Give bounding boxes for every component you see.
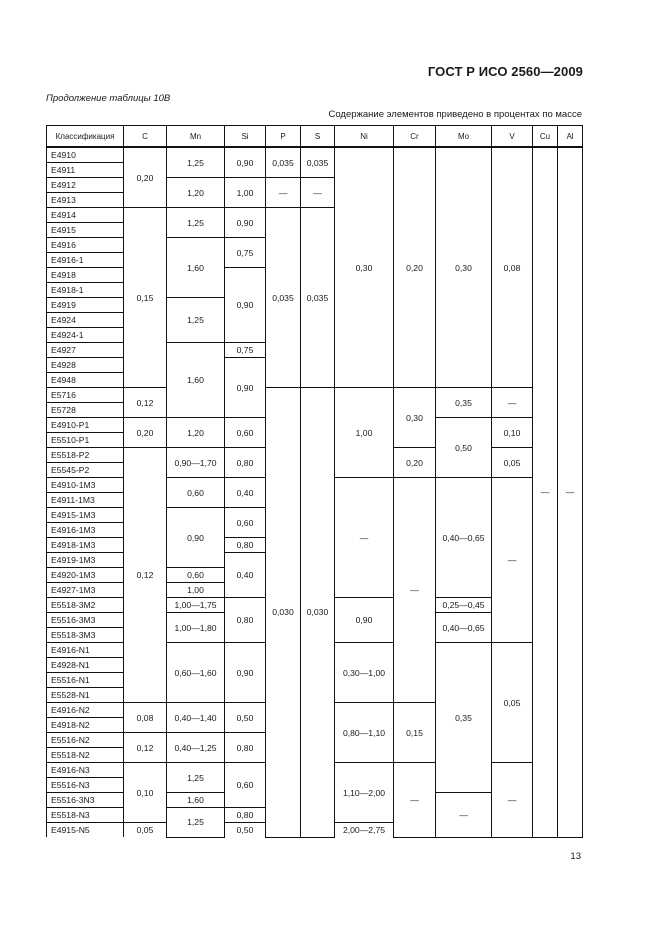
value-cell-p: —: [266, 178, 301, 208]
value-cell-cr: 0,15: [394, 703, 436, 763]
col-header-al: Al: [558, 126, 583, 148]
value-cell-v: 0,08: [492, 147, 533, 388]
value-cell-c: 0,12: [124, 448, 167, 703]
classification-cell: E5528-N1: [47, 688, 124, 703]
classification-cell: E4911-1M3: [47, 493, 124, 508]
value-cell-p: 0,030: [266, 388, 301, 838]
value-cell-si: 0,90: [225, 643, 266, 703]
classification-cell: E5716: [47, 388, 124, 403]
table-caption: Продолжение таблицы 10B: [46, 93, 171, 104]
value-cell-mn: 0,60—1,60: [167, 643, 225, 703]
value-cell-si: 0,90: [225, 268, 266, 343]
classification-cell: E4912: [47, 178, 124, 193]
value-cell-mn: 1,00—1,80: [167, 613, 225, 643]
value-cell-mn: 1,00: [167, 583, 225, 598]
value-cell-ni: 0,30—1,00: [335, 643, 394, 703]
value-cell-mn: 0,90—1,70: [167, 448, 225, 478]
classification-cell: E4918: [47, 268, 124, 283]
value-cell-v: —: [492, 478, 533, 643]
classification-cell: E4916-N3: [47, 763, 124, 778]
classification-cell: E5518-N3: [47, 808, 124, 823]
value-cell-mo: 0,50: [436, 418, 492, 478]
table-row: [47, 147, 583, 163]
value-cell-mo: 0,25—0,45: [436, 598, 492, 613]
classification-cell: E5516-3M3: [47, 613, 124, 628]
classification-cell: E4914: [47, 208, 124, 223]
value-cell-mn: 1,25: [167, 147, 225, 178]
classification-cell: E5518-3M3: [47, 628, 124, 643]
classification-cell: E4916-N1: [47, 643, 124, 658]
value-cell-si: 1,00: [225, 178, 266, 208]
col-header-mn: Mn: [167, 126, 225, 148]
classification-cell: E4928-N1: [47, 658, 124, 673]
classification-cell: E4916-1M3: [47, 523, 124, 538]
classification-cell: E4910-1M3: [47, 478, 124, 493]
value-cell-ni: —: [335, 478, 394, 598]
value-cell-ni: 1,00: [335, 388, 394, 478]
value-cell-si: 0,75: [225, 238, 266, 268]
col-header-v: V: [492, 126, 533, 148]
classification-cell: E5516-3N3: [47, 793, 124, 808]
value-cell-si: 0,80: [225, 598, 266, 643]
value-cell-cr: 0,20: [394, 147, 436, 388]
value-cell-ni: 0,90: [335, 598, 394, 643]
classification-cell: E5518-P2: [47, 448, 124, 463]
classification-cell: E4913: [47, 193, 124, 208]
value-cell-si: 0,80: [225, 808, 266, 823]
value-cell-si: 0,90: [225, 208, 266, 238]
classification-cell: E4948: [47, 373, 124, 388]
value-cell-c: 0,05: [124, 823, 167, 838]
classification-cell: E4924: [47, 313, 124, 328]
value-cell-p: 0,035: [266, 147, 301, 178]
standard-designation: ГОСТ Р ИСО 2560—2009: [427, 64, 583, 79]
value-cell-v: 0,05: [492, 448, 533, 478]
value-cell-mn: 1,25: [167, 208, 225, 238]
value-cell-mo: 0,35: [436, 388, 492, 418]
value-cell-si: 0,40: [225, 553, 266, 598]
col-header-cu: Cu: [533, 126, 558, 148]
classification-cell: E5518-3M2: [47, 598, 124, 613]
value-cell-si: 0,60: [225, 508, 266, 538]
value-cell-mn: 1,25: [167, 298, 225, 343]
value-cell-si: 0,50: [225, 703, 266, 733]
value-cell-mn: 1,20: [167, 178, 225, 208]
value-cell-c: 0,12: [124, 733, 167, 763]
classification-cell: E4915-N5: [47, 823, 124, 838]
value-cell-s: 0,030: [301, 388, 335, 838]
value-cell-p: 0,035: [266, 208, 301, 388]
value-cell-si: 0,75: [225, 343, 266, 358]
value-cell-mn: 0,60: [167, 478, 225, 508]
value-cell-s: 0,035: [301, 147, 335, 178]
classification-cell: E4927: [47, 343, 124, 358]
value-cell-si: 0,90: [225, 358, 266, 418]
value-cell-mn: 1,60: [167, 238, 225, 298]
value-cell-mn: 1,20: [167, 418, 225, 448]
classification-cell: E4911: [47, 163, 124, 178]
value-cell-c: 0,08: [124, 703, 167, 733]
value-cell-ni: 0,80—1,10: [335, 703, 394, 763]
classification-cell: E4918-N2: [47, 718, 124, 733]
value-cell-ni: 0,30: [335, 147, 394, 388]
col-header-mo: Mo: [436, 126, 492, 148]
classification-cell: E5728: [47, 403, 124, 418]
classification-cell: E4920-1M3: [47, 568, 124, 583]
classification-cell: E5518-N2: [47, 748, 124, 763]
classification-cell: E5516-N3: [47, 778, 124, 793]
value-cell-si: 0,80: [225, 448, 266, 478]
col-header-classification: Классификация: [47, 126, 124, 148]
value-cell-v: 0,05: [492, 643, 533, 763]
value-cell-v: 0,10: [492, 418, 533, 448]
value-cell-si: 0,60: [225, 763, 266, 808]
value-cell-c: 0,15: [124, 208, 167, 388]
value-cell-cr: —: [394, 763, 436, 838]
table-body: [47, 147, 583, 837]
classification-cell: E4916-N2: [47, 703, 124, 718]
col-header-cr: Cr: [394, 126, 436, 148]
classification-cell: E4918-1M3: [47, 538, 124, 553]
units-note: Содержание элементов приведено в процентах по массе: [328, 109, 582, 120]
value-cell-mn: 0,90: [167, 508, 225, 568]
value-cell-si: 0,90: [225, 147, 266, 178]
value-cell-si: 0,60: [225, 418, 266, 448]
value-cell-v: —: [492, 388, 533, 418]
value-cell-si: 0,80: [225, 733, 266, 763]
classification-cell: E4928: [47, 358, 124, 373]
col-header-si: Si: [225, 126, 266, 148]
value-cell-c: 0,10: [124, 763, 167, 823]
table-header-row: [47, 126, 583, 148]
classification-cell: E5516-N1: [47, 673, 124, 688]
value-cell-si: 0,80: [225, 538, 266, 553]
value-cell-v: —: [492, 763, 533, 838]
value-cell-mn: 0,40—1,40: [167, 703, 225, 733]
classification-cell: E5516-N2: [47, 733, 124, 748]
value-cell-mo: 0,40—0,65: [436, 478, 492, 598]
value-cell-cu: —: [533, 147, 558, 837]
classification-cell: E5545-P2: [47, 463, 124, 478]
value-cell-c: 0,20: [124, 147, 167, 208]
value-cell-mo: 0,40—0,65: [436, 613, 492, 643]
table-row: [47, 388, 583, 403]
col-header-p: P: [266, 126, 301, 148]
value-cell-mn: 1,60: [167, 343, 225, 418]
page-number: 13: [570, 851, 581, 862]
col-header-ni: Ni: [335, 126, 394, 148]
composition-table: [46, 125, 583, 838]
classification-cell: E4924-1: [47, 328, 124, 343]
classification-cell: E4910-P1: [47, 418, 124, 433]
value-cell-si: 0,50: [225, 823, 266, 838]
value-cell-mn: 0,60: [167, 568, 225, 583]
value-cell-mo: —: [436, 793, 492, 838]
value-cell-mn: 1,00—1,75: [167, 598, 225, 613]
value-cell-si: 0,40: [225, 478, 266, 508]
value-cell-s: 0,035: [301, 208, 335, 388]
value-cell-cr: 0,20: [394, 448, 436, 478]
value-cell-s: —: [301, 178, 335, 208]
classification-cell: E5510-P1: [47, 433, 124, 448]
value-cell-c: 0,12: [124, 388, 167, 418]
col-header-s: S: [301, 126, 335, 148]
col-header-c: C: [124, 126, 167, 148]
classification-cell: E4915-1M3: [47, 508, 124, 523]
classification-cell: E4915: [47, 223, 124, 238]
classification-cell: E4916-1: [47, 253, 124, 268]
classification-cell: E4919-1M3: [47, 553, 124, 568]
value-cell-mo: 0,35: [436, 643, 492, 793]
classification-cell: E4918-1: [47, 283, 124, 298]
classification-cell: E4916: [47, 238, 124, 253]
value-cell-ni: 2,00—2,75: [335, 823, 394, 838]
value-cell-mn: 1,25: [167, 763, 225, 793]
value-cell-mn: 1,60: [167, 793, 225, 808]
value-cell-c: 0,20: [124, 418, 167, 448]
classification-cell: E4927-1M3: [47, 583, 124, 598]
value-cell-mn: 0,40—1,25: [167, 733, 225, 763]
value-cell-ni: 1,10—2,00: [335, 763, 394, 823]
value-cell-mo: 0,30: [436, 147, 492, 388]
value-cell-cr: 0,30: [394, 388, 436, 448]
value-cell-mn: 1,25: [167, 808, 225, 838]
classification-cell: E4910: [47, 147, 124, 163]
classification-cell: E4919: [47, 298, 124, 313]
value-cell-cr: —: [394, 478, 436, 703]
value-cell-al: —: [558, 147, 583, 837]
